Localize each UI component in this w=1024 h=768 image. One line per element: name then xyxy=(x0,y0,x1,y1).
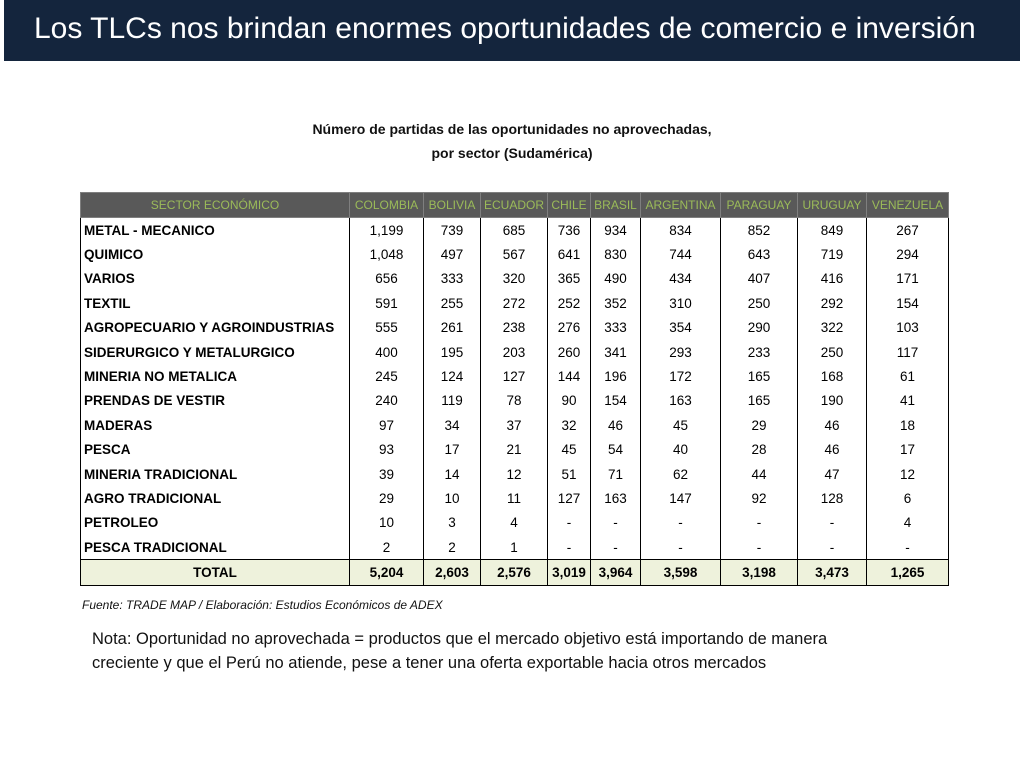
total-cell: 3,964 xyxy=(591,560,641,585)
table-cell: - xyxy=(548,535,591,560)
table-cell: 127 xyxy=(481,364,548,388)
opportunities-table xyxy=(80,192,949,586)
sector-name: PRENDAS DE VESTIR xyxy=(81,389,350,413)
table-cell: 685 xyxy=(481,218,548,243)
table-cell: 17 xyxy=(424,438,481,462)
table-cell: 195 xyxy=(424,340,481,364)
table-cell: - xyxy=(798,535,867,560)
table-row xyxy=(81,511,949,535)
sector-name: AGRO TRADICIONAL xyxy=(81,486,350,510)
table-cell: 354 xyxy=(641,316,721,340)
table-row xyxy=(81,462,949,486)
table-cell: 39 xyxy=(350,462,424,486)
table-cell: 407 xyxy=(721,267,798,291)
table-row xyxy=(81,267,949,291)
table-cell: 1,048 xyxy=(350,242,424,266)
table-cell: 97 xyxy=(350,413,424,437)
sector-name: SIDERURGICO Y METALURGICO xyxy=(81,340,350,364)
table-cell: 154 xyxy=(591,389,641,413)
table-total-row xyxy=(81,560,949,585)
table-cell: 40 xyxy=(641,438,721,462)
table-cell: 154 xyxy=(867,291,949,315)
table-row xyxy=(81,438,949,462)
table-cell: 233 xyxy=(721,340,798,364)
sector-name: PESCA TRADICIONAL xyxy=(81,535,350,560)
table-cell: 171 xyxy=(867,267,949,291)
table-cell: 12 xyxy=(481,462,548,486)
table-cell: 852 xyxy=(721,218,798,243)
table-cell: 834 xyxy=(641,218,721,243)
table-cell: 128 xyxy=(798,486,867,510)
table-cell: 238 xyxy=(481,316,548,340)
table-cell: 10 xyxy=(424,486,481,510)
table-cell: 252 xyxy=(548,291,591,315)
table-cell: 117 xyxy=(867,340,949,364)
total-cell: 2,576 xyxy=(481,560,548,585)
table-cell: 250 xyxy=(798,340,867,364)
table-caption-line1: Número de partidas de las oportunidades no aprovechadas, xyxy=(312,121,712,137)
column-header: SECTOR ECONÓMICO xyxy=(81,193,350,218)
table-cell: 32 xyxy=(548,413,591,437)
total-cell: 1,265 xyxy=(867,560,949,585)
table-cell: 37 xyxy=(481,413,548,437)
table-cell: 830 xyxy=(591,242,641,266)
table-cell: 12 xyxy=(867,462,949,486)
sector-name: VARIOS xyxy=(81,267,350,291)
table-cell: 255 xyxy=(424,291,481,315)
table-cell: 78 xyxy=(481,389,548,413)
table-cell: 46 xyxy=(798,413,867,437)
column-header: BRASIL xyxy=(591,193,641,218)
table-cell: 172 xyxy=(641,364,721,388)
table-cell: 400 xyxy=(350,340,424,364)
table-cell: 90 xyxy=(548,389,591,413)
table-cell: 163 xyxy=(641,389,721,413)
table-cell: 28 xyxy=(721,438,798,462)
table-cell: 203 xyxy=(481,340,548,364)
table-cell: 92 xyxy=(721,486,798,510)
column-header: BOLIVIA xyxy=(424,193,481,218)
table-row xyxy=(81,389,949,413)
table-cell: 1 xyxy=(481,535,548,560)
table-cell: 168 xyxy=(798,364,867,388)
table-cell: - xyxy=(591,535,641,560)
table-cell: 62 xyxy=(641,462,721,486)
slide-title: Los TLCs nos brindan enormes oportunidades de comercio e inversión xyxy=(34,12,976,45)
table-cell: - xyxy=(548,511,591,535)
table-cell: 29 xyxy=(350,486,424,510)
column-header: CHILE xyxy=(548,193,591,218)
table-cell: 261 xyxy=(424,316,481,340)
table-cell: 54 xyxy=(591,438,641,462)
sector-name: MINERIA NO METALICA xyxy=(81,364,350,388)
table-cell: 272 xyxy=(481,291,548,315)
table-cell: 736 xyxy=(548,218,591,243)
table-cell: - xyxy=(867,535,949,560)
table-row xyxy=(81,218,949,243)
table-cell: 719 xyxy=(798,242,867,266)
table-cell: 934 xyxy=(591,218,641,243)
table-cell: 365 xyxy=(548,267,591,291)
table-cell: 567 xyxy=(481,242,548,266)
table-cell: 643 xyxy=(721,242,798,266)
table-cell: 41 xyxy=(867,389,949,413)
table-cell: 44 xyxy=(721,462,798,486)
table-cell: 4 xyxy=(481,511,548,535)
table-cell: 144 xyxy=(548,364,591,388)
column-header: VENEZUELA xyxy=(867,193,949,218)
table-cell: 744 xyxy=(641,242,721,266)
table-cell: 416 xyxy=(798,267,867,291)
table-cell: 34 xyxy=(424,413,481,437)
total-label: TOTAL xyxy=(81,560,350,585)
table-cell: 434 xyxy=(641,267,721,291)
table-row xyxy=(81,535,949,560)
table-cell: 165 xyxy=(721,389,798,413)
table-cell: 21 xyxy=(481,438,548,462)
sector-name: METAL - MECANICO xyxy=(81,218,350,243)
table-row xyxy=(81,364,949,388)
total-cell: 3,019 xyxy=(548,560,591,585)
table-cell: 61 xyxy=(867,364,949,388)
table-row xyxy=(81,413,949,437)
sector-name: MINERIA TRADICIONAL xyxy=(81,462,350,486)
table-cell: 124 xyxy=(424,364,481,388)
table-row xyxy=(81,486,949,510)
table-cell: 322 xyxy=(798,316,867,340)
table-cell: 333 xyxy=(424,267,481,291)
table-cell: 292 xyxy=(798,291,867,315)
table-cell: 497 xyxy=(424,242,481,266)
table-cell: 294 xyxy=(867,242,949,266)
table-cell: 333 xyxy=(591,316,641,340)
table-cell: 93 xyxy=(350,438,424,462)
table-cell: 245 xyxy=(350,364,424,388)
table-cell: - xyxy=(721,511,798,535)
column-header: ECUADOR xyxy=(481,193,548,218)
table-row xyxy=(81,316,949,340)
table-cell: 641 xyxy=(548,242,591,266)
table-row xyxy=(81,242,949,266)
table-cell: 17 xyxy=(867,438,949,462)
table-cell: 276 xyxy=(548,316,591,340)
table-cell: 4 xyxy=(867,511,949,535)
total-cell: 5,204 xyxy=(350,560,424,585)
table-cell: 14 xyxy=(424,462,481,486)
table-cell: 240 xyxy=(350,389,424,413)
table-cell: 46 xyxy=(798,438,867,462)
table-cell: 147 xyxy=(641,486,721,510)
table-cell: 591 xyxy=(350,291,424,315)
column-header: ARGENTINA xyxy=(641,193,721,218)
sector-name: QUIMICO xyxy=(81,242,350,266)
column-header: PARAGUAY xyxy=(721,193,798,218)
table-row xyxy=(81,340,949,364)
table-cell: - xyxy=(721,535,798,560)
sector-name: MADERAS xyxy=(81,413,350,437)
table-cell: 196 xyxy=(591,364,641,388)
source-note: Fuente: TRADE MAP / Elaboración: Estudios Económicos de ADEX xyxy=(82,598,443,612)
table-cell: 656 xyxy=(350,267,424,291)
sector-name: AGROPECUARIO Y AGROINDUSTRIAS xyxy=(81,316,350,340)
table-cell: 260 xyxy=(548,340,591,364)
table-cell: 2 xyxy=(424,535,481,560)
table-cell: 10 xyxy=(350,511,424,535)
table-cell: 290 xyxy=(721,316,798,340)
definition-note: Nota: Oportunidad no aprovechada = productos que el mercado objetivo está importando de manera creciente y que el Perú no atiende, pese a tener una oferta exportable hacia otros mercados xyxy=(92,630,828,672)
table-cell: 29 xyxy=(721,413,798,437)
sector-name: TEXTIL xyxy=(81,291,350,315)
column-header: COLOMBIA xyxy=(350,193,424,218)
table-cell: 341 xyxy=(591,340,641,364)
table-cell: 46 xyxy=(591,413,641,437)
table-cell: 18 xyxy=(867,413,949,437)
table-cell: 250 xyxy=(721,291,798,315)
table-cell: 310 xyxy=(641,291,721,315)
total-cell: 3,198 xyxy=(721,560,798,585)
table-cell: 45 xyxy=(641,413,721,437)
table-cell: - xyxy=(591,511,641,535)
table-cell: 267 xyxy=(867,218,949,243)
table-cell: 11 xyxy=(481,486,548,510)
table-cell: 103 xyxy=(867,316,949,340)
table-row xyxy=(81,291,949,315)
table-cell: 849 xyxy=(798,218,867,243)
table-cell: 293 xyxy=(641,340,721,364)
total-cell: 3,473 xyxy=(798,560,867,585)
total-cell: 3,598 xyxy=(641,560,721,585)
table-cell: 45 xyxy=(548,438,591,462)
table-cell: 190 xyxy=(798,389,867,413)
total-cell: 2,603 xyxy=(424,560,481,585)
table-cell: 47 xyxy=(798,462,867,486)
table-cell: 2 xyxy=(350,535,424,560)
column-header: URUGUAY xyxy=(798,193,867,218)
sector-name: PETROLEO xyxy=(81,511,350,535)
table-cell: 490 xyxy=(591,267,641,291)
table-cell: 127 xyxy=(548,486,591,510)
table-cell: 71 xyxy=(591,462,641,486)
table-cell: - xyxy=(641,535,721,560)
table-cell: 119 xyxy=(424,389,481,413)
table-cell: 739 xyxy=(424,218,481,243)
table-cell: 352 xyxy=(591,291,641,315)
table-cell: 51 xyxy=(548,462,591,486)
table-header-row xyxy=(81,193,949,218)
table-cell: 6 xyxy=(867,486,949,510)
table-cell: 165 xyxy=(721,364,798,388)
table-cell: - xyxy=(641,511,721,535)
slide-header xyxy=(4,0,1020,61)
table-caption-line2: por sector (Sudamérica) xyxy=(431,145,593,161)
sector-name: PESCA xyxy=(81,438,350,462)
table-cell: 1,199 xyxy=(350,218,424,243)
table-cell: 555 xyxy=(350,316,424,340)
table-cell: 320 xyxy=(481,267,548,291)
table-cell: 163 xyxy=(591,486,641,510)
table-cell: 3 xyxy=(424,511,481,535)
table-cell: - xyxy=(798,511,867,535)
